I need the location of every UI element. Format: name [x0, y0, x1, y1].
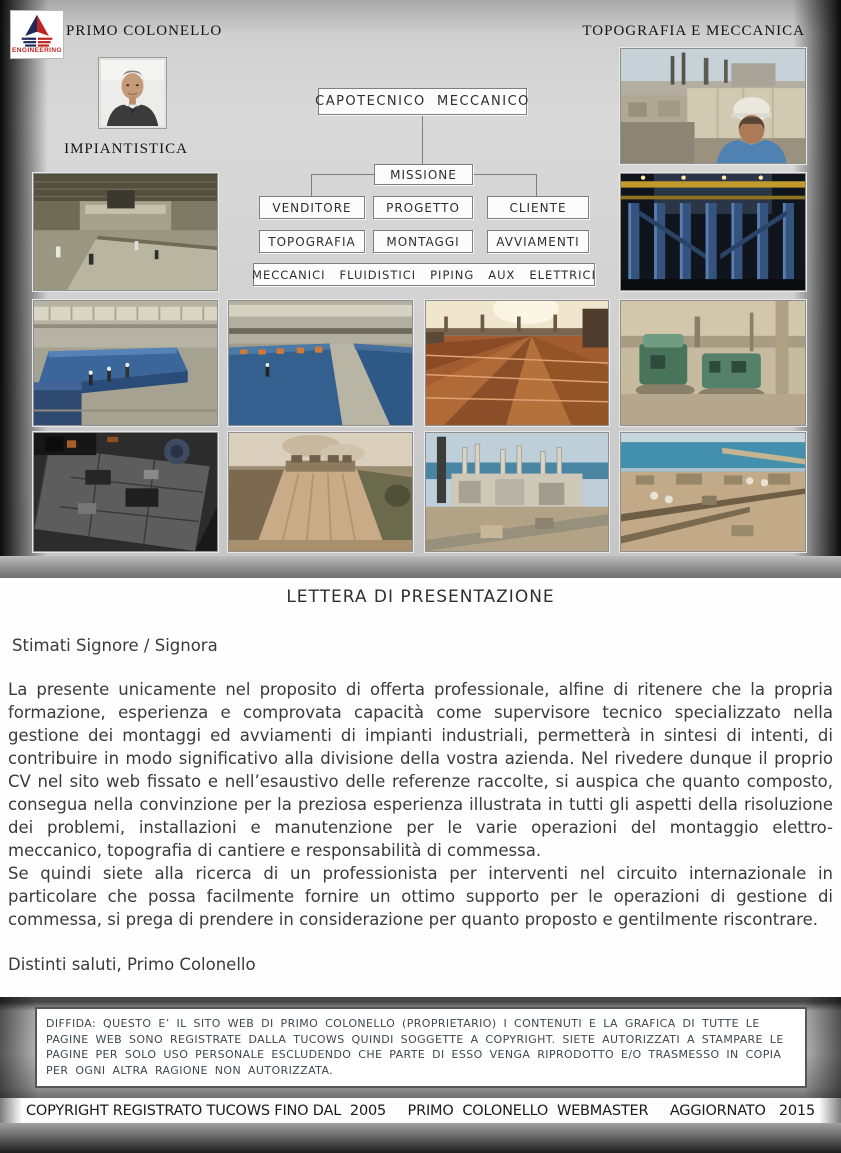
logo-engineering-label: ENGINEERING: [12, 47, 62, 54]
connector-line: [422, 115, 423, 164]
orgchart-box-montaggi: MONTAGGI: [373, 230, 473, 253]
footer-updated: AGGIORNATO 2015: [669, 1102, 815, 1119]
photo-steel-mill-cooling-bed: [425, 300, 609, 426]
legal-band: [0, 997, 841, 1098]
engineering-logo-icon: [14, 13, 60, 47]
bottom-band: [0, 1123, 841, 1153]
label-impiantistica: IMPIANTISTICA: [64, 141, 188, 157]
footer: [0, 1098, 841, 1123]
top-section: [0, 0, 841, 556]
orgchart-box-progetto: PROGETTO: [373, 196, 473, 219]
site-title: PRIMO COLONELLO: [66, 23, 223, 39]
legal-notice-text: DIFFIDA: QUESTO E’ IL SITO WEB DI PRIMO COLONELLO (PROPRIETARIO) I CONTENUTI E LA GRAFICA DI TUTTE LE PAGINE WEB SONO REGISTRATE DALLA TUCOWS QUINDI SOGGETTE A COPYRIGHT. SIETE AUTORIZZATI A STAMPARE LE PAGINE PER SOLO USO PERSONALE ESCLUDENDO CHE PARTE DI ESSO VENGA RIPRODOTTO E/O TRASMESSO IN COPIA PER OGNI ALTRA RAGIONE NON AUTORIZZATA.: [46, 1017, 784, 1077]
orgchart-box-missione: MISSIONE: [374, 164, 473, 185]
connector-line: [311, 174, 374, 175]
letter-section: [0, 578, 841, 997]
orgchart-box-venditore: VENDITORE: [259, 196, 365, 219]
legal-notice-box: [35, 1007, 807, 1088]
photo-erection-hall-with-pit: [33, 173, 218, 291]
letter-paragraph-2: Se quindi siete alla ricerca di un professionista per interventi nel circuito internazionale in particolare che possa facilmente fornire un ottimo supporto per le operazioni di gestione di commessa, si prega di prendere in considerazione per quanto proposto e gentilmente riscontrare.: [8, 864, 833, 929]
footer-webmaster: PRIMO COLONELLO WEBMASTER: [407, 1102, 649, 1119]
photo-dam-construction: [228, 432, 413, 552]
photo-harbour-site-aerial: [620, 432, 806, 552]
engineering-logo: [10, 10, 64, 59]
orgchart-box-capotecnico: CAPOTECNICO MECCANICO: [318, 88, 527, 115]
orgchart-box-cliente: CLIENTE: [487, 196, 589, 219]
divider-band: [0, 556, 841, 578]
photo-coastal-power-plant: [425, 432, 609, 552]
orgchart-box-avviamenti: AVVIAMENTI: [487, 230, 589, 253]
footer-copyright: COPYRIGHT REGISTRATO TUCOWS FINO DAL 2005: [26, 1102, 387, 1119]
letter-heading: LETTERA DI PRESENTAZIONE: [286, 587, 555, 607]
connector-line: [473, 174, 537, 175]
photo-turbine-floor-top-view: [33, 432, 218, 552]
photo-green-machining-line: [620, 300, 806, 426]
connector-line: [311, 174, 312, 196]
section-title-topografia: TOPOGRAFIA E MECCANICA: [582, 23, 805, 39]
photo-blue-steel-structures: [620, 173, 806, 291]
letter-closing: Distinti saluti, Primo Colonello: [8, 955, 256, 974]
orgchart-box-topografia: TOPOGRAFIA: [259, 230, 365, 253]
orgchart-box-specialties: MECCANICI FLUIDISTICI PIPING AUX ELETTRICI: [253, 263, 595, 286]
portrait-photo: [99, 58, 166, 128]
portrait-image: [101, 60, 164, 126]
photo-worker-at-industrial-plant: [620, 48, 806, 164]
photo-machinery-rows: [228, 300, 413, 426]
connector-line: [536, 174, 537, 196]
letter-paragraph-1: La presente unicamente nel proposito di offerta professionale, alfine di ritenere che la propria formazione, esperienza e comprovata capacità come supervisore tecnico specializzato nella gestione dei montaggi ed avviamenti di impianti industriali, permetterà in sintesi di intenti, di contribuire in modo significativo alla divisione della vostra azienda. Nel rivedere dunque il proprio CV nel sito web fissato e nell’esaustivo delle referenze raccolte, si auspica che quanto composto, consegua nella convinzione per la preziosa esperienza illustrata in tutti gli aspetti della risoluzione dei problemi, installazioni e manutenzione per le varie operazioni del montaggio elettro-meccanico, topografia di cantiere e responsabilità di commessa.: [8, 680, 833, 860]
letter-salutation: Stimati Signore / Signora: [12, 636, 218, 655]
photo-assembly-hall-blue-machines: [33, 300, 218, 426]
